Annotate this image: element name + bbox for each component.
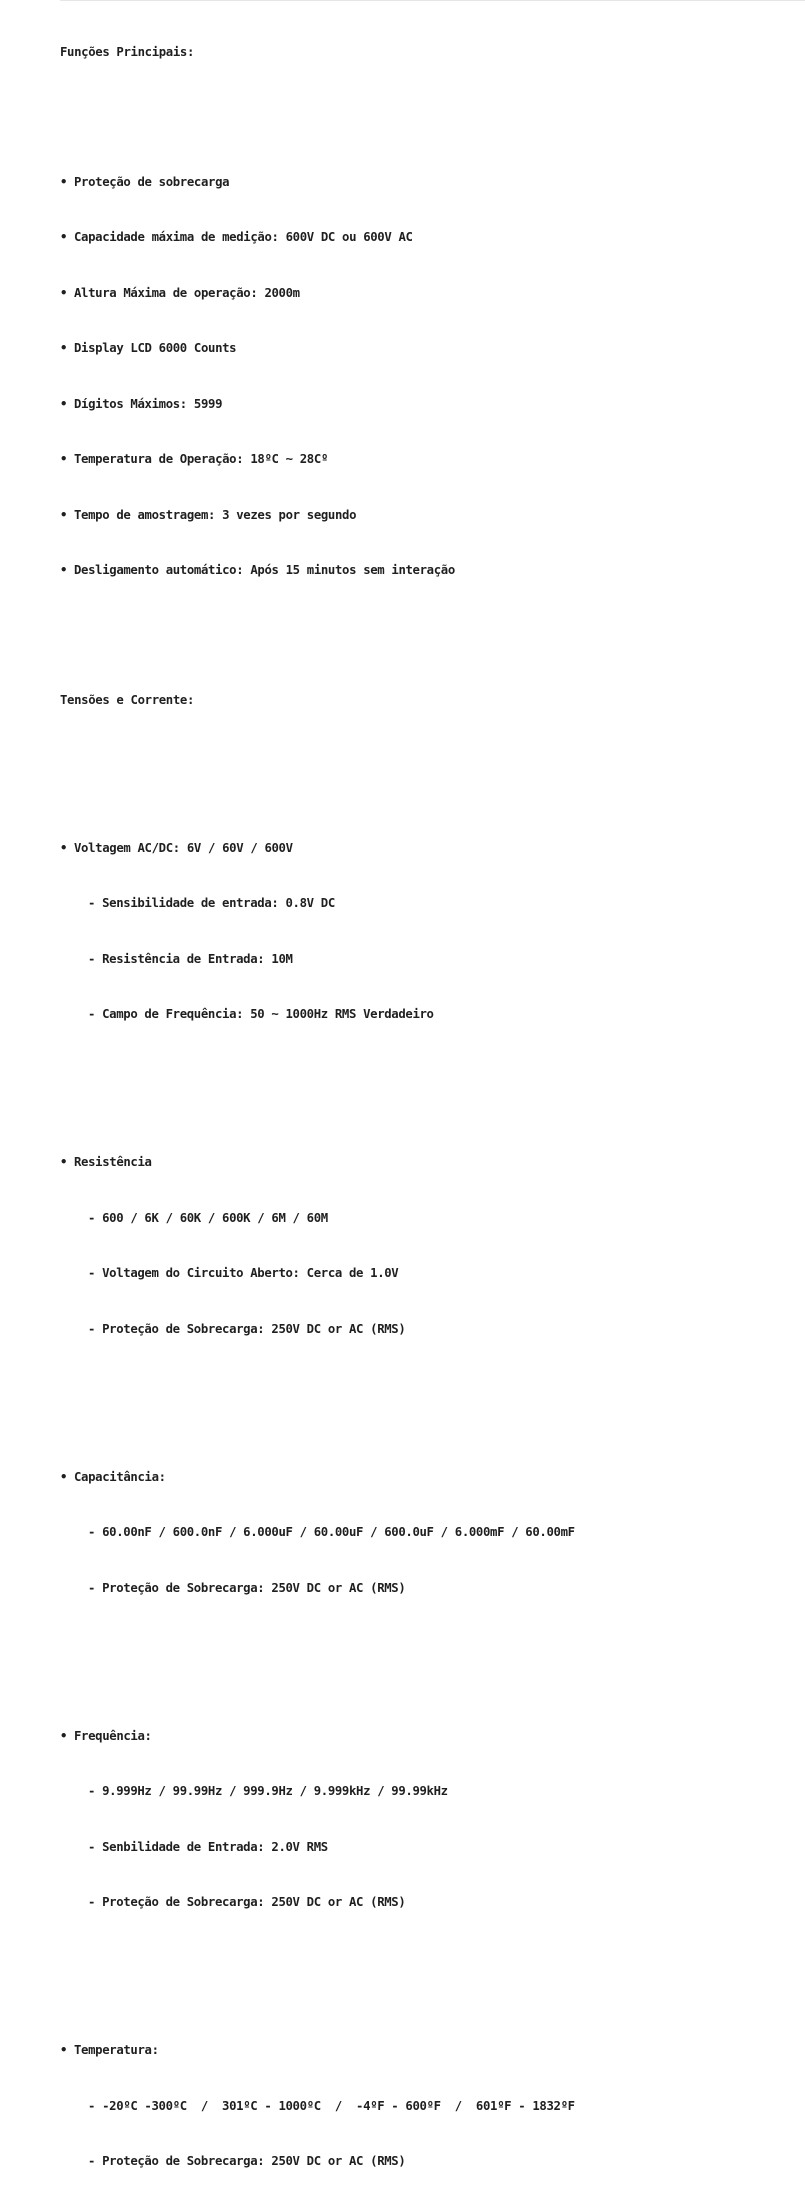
list-item: • Display LCD 6000 Counts [60, 339, 800, 358]
bullet-icon: • [60, 230, 68, 244]
group-title-resistance: • Resistência [60, 1153, 800, 1172]
list-item: • Tempo de amostragem: 3 vezes por segundo [60, 506, 800, 525]
list-item: • Dígitos Máximos: 5999 [60, 395, 800, 414]
spacer [60, 635, 800, 654]
group-title-capacitance: • Capacitância: [60, 1468, 800, 1487]
spacer [60, 1061, 800, 1080]
bullet-icon: • [60, 1155, 68, 1169]
list-item: • Capacidade máxima de medição: 600V DC ou 600V AC [60, 228, 800, 247]
bullet-icon: • [60, 1728, 68, 1743]
bullet-icon: • [60, 285, 68, 300]
group-title-temperature: • Temperatura: [60, 2041, 800, 2060]
sub-item: - 600 / 6K / 60K / 600K / 6M / 60M [88, 1210, 328, 1225]
sub-item: - Voltagem do Circuito Aberto: Cerca de 1.0V [88, 1266, 399, 1280]
document-body [60, 6, 800, 2189]
sub-item: - -20ºC -300ºC / 301ºC - 1000ºC / -4ºF - 600ºF / 601ºF - 1832ºF [88, 2098, 575, 2113]
sub-item: - Campo de Frequência: 50 ~ 1000Hz RMS Verdadeiro [88, 1007, 434, 1021]
bullet-icon: • [60, 563, 68, 577]
spacer [60, 1949, 800, 1968]
heading-main-functions: Funções Principais: [60, 45, 195, 59]
sub-item: - Sensibilidade de entrada: 0.8V DC [88, 896, 335, 910]
sub-item: - Resistência de Entrada: 10M [88, 951, 293, 966]
sub-item: - 60.00nF / 600.0nF / 6.000uF / 60.00uF / 600.0uF / 6.000mF / 60.00mF [88, 1525, 575, 1539]
sub-item: - Proteção de Sobrecarga: 250V DC or AC (RMS) [88, 2154, 406, 2168]
bullet-icon: • [60, 452, 68, 466]
bullet-icon: • [60, 396, 68, 411]
bullet-icon: • [60, 1469, 68, 1484]
bullet-icon: • [60, 840, 68, 855]
bullet-icon: • [60, 341, 68, 355]
group-title-frequency: • Frequência: [60, 1727, 800, 1746]
sub-item: - Proteção de Sobrecarga: 250V DC or AC (RMS) [88, 1580, 406, 1595]
bullet-icon: • [60, 507, 68, 522]
group-title-voltage: • Voltagem AC/DC: 6V / 60V / 600V [60, 839, 800, 858]
sub-item: - Senbilidade de Entrada: 2.0V RMS [88, 1839, 328, 1854]
sub-item: - Proteção de Sobrecarga: 250V DC or AC (RMS) [88, 1321, 406, 1336]
sub-item: - Proteção de Sobrecarga: 250V DC or AC (RMS) [88, 1895, 406, 1909]
list-item: • Altura Máxima de operação: 2000m [60, 284, 800, 303]
spacer [60, 99, 800, 118]
bullet-icon: • [60, 2043, 68, 2057]
spacer [60, 746, 800, 765]
top-divider [60, 0, 805, 1]
sub-item: - 9.999Hz / 99.99Hz / 999.9Hz / 9.999kHz / 99.99kHz [88, 1784, 448, 1798]
spacer [60, 1634, 800, 1653]
spacer [60, 1375, 800, 1394]
list-item: • Temperatura de Operação: 18ºC ~ 28Cº [60, 450, 800, 469]
bullet-icon: • [60, 174, 68, 189]
list-item: • Proteção de sobrecarga [60, 173, 800, 192]
heading-voltages-current: Tensões e Corrente: [60, 692, 195, 707]
list-item: • Desligamento automático: Após 15 minutos sem interação [60, 561, 800, 580]
